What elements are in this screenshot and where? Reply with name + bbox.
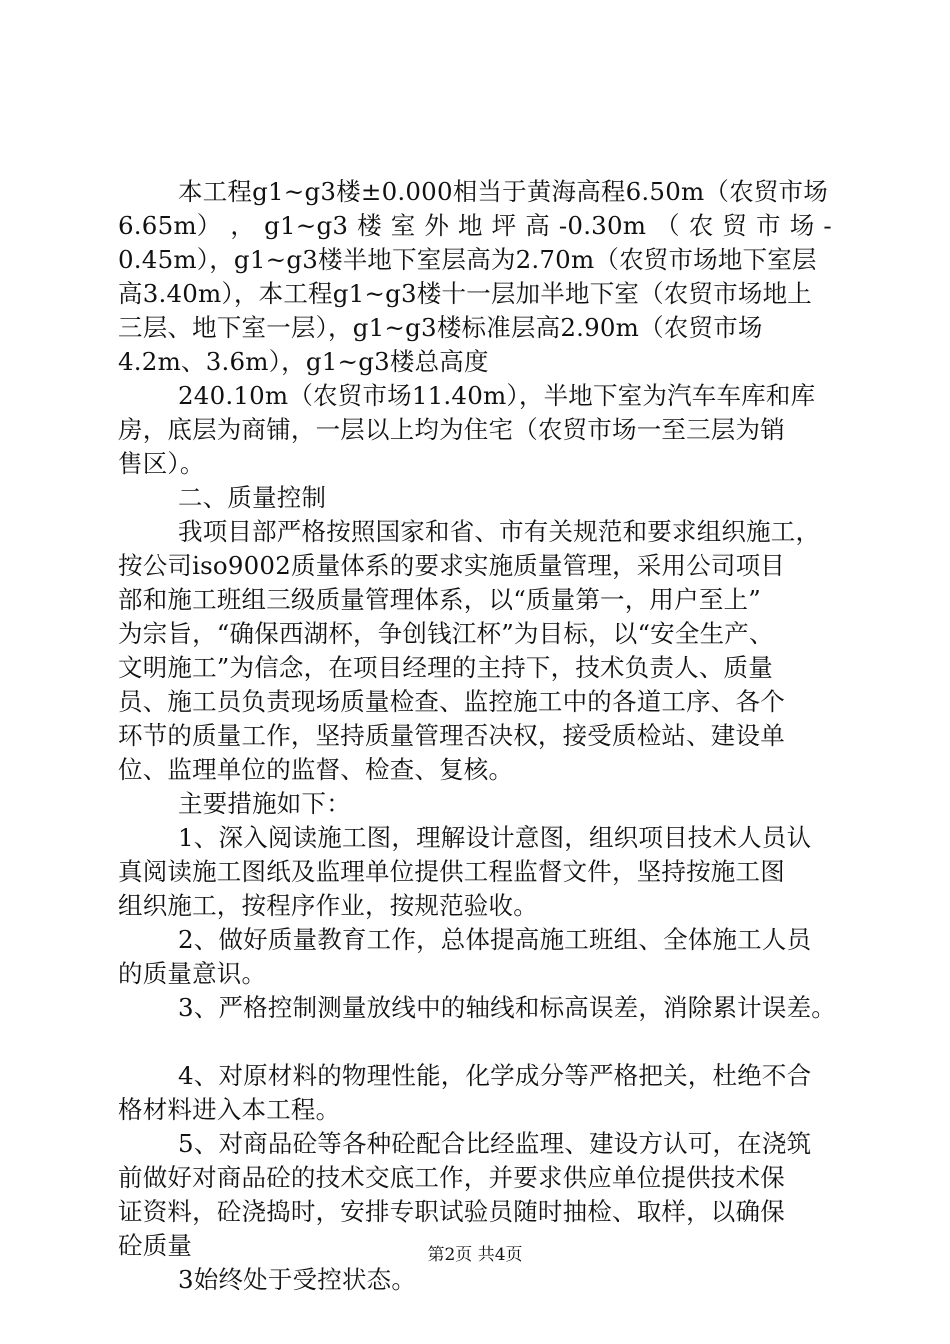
text-segment: -0.30m <box>558 211 647 240</box>
text-line-justified <box>118 209 832 243</box>
text-line: 的质量意识。 <box>118 959 267 988</box>
text-segment: 室 <box>390 211 416 240</box>
text-line: 1、深入阅读施工图，理解设计意图，组织项目技术人员认 <box>178 823 812 852</box>
text-segment: 地 <box>458 211 483 240</box>
text-segment: 场 <box>789 211 815 240</box>
text-line: 位、监理单位的监督、检查、复核。 <box>118 755 514 784</box>
page-footer: 第2页 共4页 <box>427 1245 523 1265</box>
text-segment: 楼 <box>357 211 382 240</box>
text-line: 按公司iso9002质量体系的要求实施质量管理，采用公司项目 <box>118 551 786 580</box>
text-line: 部和施工班组三级质量管理体系，以“质量第一，用户至上” <box>118 585 761 614</box>
text-line: 员、施工员负责现场质量检查、监控施工中的各道工序、各个 <box>118 687 785 716</box>
text-segment: （ <box>655 211 680 240</box>
text-line: 2、做好质量教育工作，总体提高施工班组、全体施工人员 <box>178 925 812 954</box>
text-line: 为宗旨，“确保西湖杯，争创钱江杯”为目标，以“安全生产、 <box>118 619 774 648</box>
text-segment: 6.65m） <box>118 211 222 240</box>
text-line: 3始终处于受控状态。 <box>178 1265 417 1294</box>
text-segment: 坪 <box>491 211 517 240</box>
text-segment: 市 <box>756 211 781 240</box>
document-body <box>118 175 836 1297</box>
text-line: 三层、地下室一层），g1~g3楼标准层高2.90m（农贸市场 <box>118 313 763 342</box>
text-line: 本工程g1~g3楼±0.000相当于黄海高程6.50m（农贸市场 <box>178 177 828 206</box>
text-line: 4、对原材料的物理性能，化学成分等严格把关，杜绝不合 <box>178 1061 812 1090</box>
section-heading: 二、质量控制 <box>178 483 327 512</box>
text-line: 我项目部严格按照国家和省、市有关规范和要求组织施工， <box>178 517 821 546</box>
text-line: 环节的质量工作，坚持质量管理否决权，接受质检站、建设单 <box>118 721 785 750</box>
text-line: 3、严格控制测量放线中的轴线和标高误差，消除累计误差。 <box>178 993 836 1022</box>
text-segment: - <box>823 211 832 240</box>
text-line: 房，底层为商铺，一层以上均为住宅（农贸市场一至三层为销 <box>118 415 785 444</box>
text-line: 证资料，砼浇捣时，安排专职试验员随时抽检、取样，以确保 <box>118 1197 785 1226</box>
text-line: 5、对商品砼等各种砼配合比经监理、建设方认可，在浇筑 <box>178 1129 812 1158</box>
text-line: 文明施工”为信念，在项目经理的主持下，技术负责人、质量 <box>118 653 773 682</box>
text-line: 240.10m（农贸市场11.40m），半地下室为汽车车库和库 <box>178 381 816 410</box>
text-segment: g1~g3 <box>264 211 349 240</box>
text-line: 砼质量 <box>118 1231 193 1260</box>
text-segment: 贸 <box>722 211 748 240</box>
text-line: 高3.40m），本工程g1~g3楼十一层加半地下室（农贸市场地上 <box>118 279 813 308</box>
text-line: 前做好对商品砼的技术交底工作，并要求供应单位提供技术保 <box>118 1163 785 1192</box>
text-line: 0.45m），g1~g3楼半地下室层高为2.70m（农贸市场地下室层 <box>118 245 817 274</box>
text-segment: 农 <box>688 211 714 240</box>
text-line: 主要措施如下： <box>178 789 351 818</box>
text-segment: ， <box>230 211 256 240</box>
blank-line <box>118 1025 832 1059</box>
text-line: 组织施工，按程序作业，按规范验收。 <box>118 891 538 920</box>
text-line: 真阅读施工图纸及监理单位提供工程监督文件，坚持按施工图 <box>118 857 785 886</box>
text-segment: 外 <box>424 211 450 240</box>
text-line: 格材料进入本工程。 <box>118 1095 341 1124</box>
text-line: 4.2m、3.6m），g1~g3楼总高度 <box>118 347 489 376</box>
text-segment: 高 <box>525 211 550 240</box>
text-line: 售区）。 <box>118 449 205 478</box>
